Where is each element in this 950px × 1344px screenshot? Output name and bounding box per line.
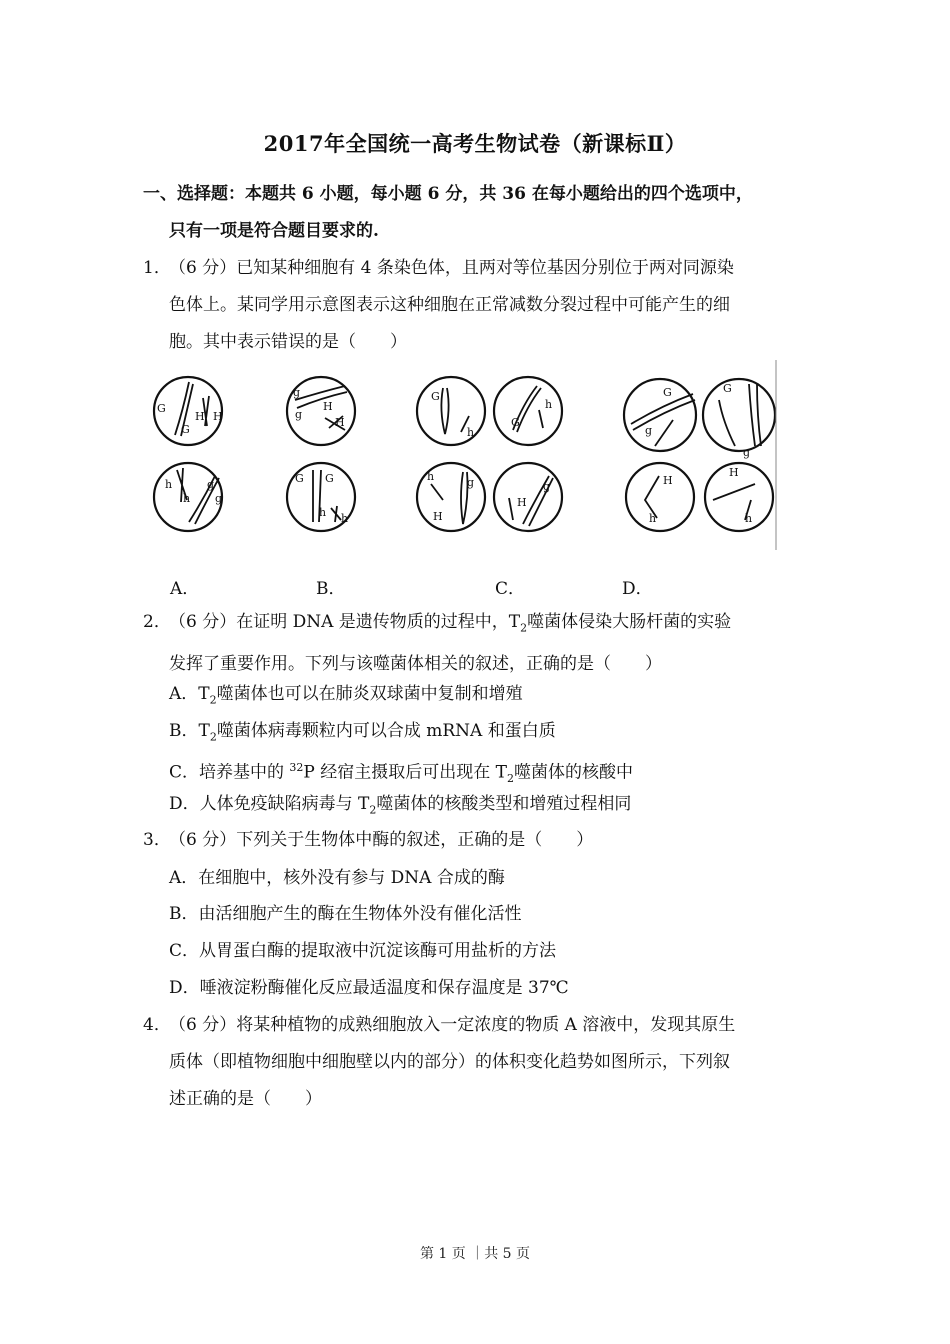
- svg-text:H: H: [517, 496, 527, 509]
- option-a-label[interactable]: A．: [170, 579, 200, 599]
- svg-text:G: G: [723, 382, 732, 395]
- svg-text:G: G: [663, 386, 672, 399]
- question-2-line2: 发挥了重要作用。下列与该噬菌体相关的叙述，正确的是（ ）: [169, 654, 662, 675]
- option-text: A．T: [169, 684, 210, 704]
- section-heading-line1: 一、选择题：本题共 6 小题，每小题 6 分，共 36 在每小题给出的四个选项中，: [143, 184, 753, 204]
- question-number: 2．: [143, 612, 171, 632]
- svg-text:g: g: [543, 480, 551, 493]
- svg-text:H: H: [213, 410, 223, 423]
- superscript: 32: [289, 761, 304, 774]
- option-b-cells: [287, 377, 355, 531]
- option-text: P 经宿主摄取后可出现在 T: [303, 762, 508, 783]
- question-3-option-a[interactable]: A．在细胞中，核外没有参与 DNA 合成的酶: [169, 868, 505, 888]
- option-d-label[interactable]: D．: [622, 579, 653, 599]
- option-text: B．T: [169, 721, 210, 741]
- cell-division-figure: [145, 360, 777, 550]
- question-2-option-a[interactable]: [169, 682, 523, 712]
- svg-text:H: H: [433, 510, 443, 523]
- option-b-label[interactable]: B．: [316, 579, 346, 599]
- option-c-cells: [417, 377, 562, 531]
- svg-text:H: H: [663, 474, 673, 487]
- svg-text:h: h: [341, 512, 349, 525]
- page-title: 2017年全国统一高考生物试卷（新课标Ⅱ）: [263, 131, 687, 156]
- svg-text:H: H: [335, 416, 345, 429]
- svg-text:h: h: [745, 512, 753, 525]
- svg-text:g: g: [467, 476, 475, 489]
- question-2-option-c[interactable]: [169, 756, 633, 791]
- option-c-label[interactable]: C．: [495, 579, 526, 599]
- question-number: 3．: [143, 830, 171, 850]
- svg-text:g: g: [743, 446, 751, 459]
- question-2: [143, 604, 811, 683]
- section-heading-line2: 只有一项是符合题目要求的.: [169, 221, 379, 241]
- svg-text:g: g: [645, 424, 653, 437]
- svg-text:g: g: [293, 386, 301, 399]
- question-1: [143, 250, 811, 361]
- option-a-cells: [154, 377, 223, 531]
- question-3-stem: （6 分）下列关于生物体中酶的叙述，正确的是（ ）: [169, 830, 594, 850]
- svg-text:G: G: [157, 402, 166, 415]
- svg-text:h: h: [467, 426, 475, 439]
- option-text: 噬菌体的核酸中: [514, 762, 634, 783]
- option-text: C．培养基中的: [169, 762, 290, 783]
- subscript: 2: [209, 693, 217, 707]
- question-2-line1b: 噬菌体侵染大肠杆菌的实验: [527, 612, 732, 632]
- option-text: D．人体免疫缺陷病毒与 T: [169, 794, 370, 814]
- question-number: 4．: [143, 1015, 171, 1035]
- question-3: [143, 822, 811, 859]
- svg-text:g: g: [207, 478, 215, 491]
- svg-text:h: h: [319, 506, 327, 519]
- subscript: 2: [209, 730, 217, 744]
- question-4: [143, 1007, 811, 1118]
- option-d-cells: [624, 379, 775, 531]
- svg-text:G: G: [181, 423, 190, 436]
- svg-text:h: h: [183, 492, 191, 505]
- subscript: 2: [507, 772, 515, 786]
- option-text: 噬菌体病毒颗粒内可以合成 mRNA 和蛋白质: [216, 721, 556, 741]
- svg-text:h: h: [165, 478, 173, 491]
- section-heading: [143, 176, 813, 250]
- svg-text:H: H: [195, 410, 205, 423]
- svg-text:g: g: [295, 408, 303, 421]
- question-1-line2: 色体上。某同学用示意图表示这种细胞在正常减数分裂过程中可能产生的细: [169, 295, 730, 315]
- question-2-option-d[interactable]: [169, 792, 631, 822]
- question-3-option-b[interactable]: B．由活细胞产生的酶在生物体外没有催化活性: [169, 904, 522, 924]
- question-2-line1a: （6 分）在证明 DNA 是遗传物质的过程中，T: [169, 612, 521, 632]
- svg-text:g: g: [215, 492, 223, 505]
- svg-text:h: h: [545, 398, 553, 411]
- svg-text:G: G: [325, 472, 334, 485]
- svg-text:G: G: [431, 390, 440, 403]
- option-text: 噬菌体也可以在肺炎双球菌中复制和增殖: [216, 684, 523, 704]
- svg-text:H: H: [323, 400, 333, 413]
- svg-text:G: G: [511, 416, 520, 429]
- question-4-line1: （6 分）将某种植物的成熟细胞放入一定浓度的物质 A 溶液中，发现其原生: [169, 1015, 736, 1035]
- svg-text:H: H: [729, 466, 739, 479]
- question-number: 1．: [143, 258, 171, 278]
- question-2-option-b[interactable]: [169, 719, 556, 749]
- question-4-line2: 质体（即植物细胞中细胞壁以内的部分）的体积变化趋势如图所示，下列叙: [169, 1052, 730, 1072]
- subscript: 2: [369, 803, 377, 817]
- question-3-option-d[interactable]: D．唾液淀粉酶催化反应最适温度和保存温度是 37℃: [169, 978, 569, 998]
- subscript: 2: [520, 621, 528, 635]
- svg-text:G: G: [295, 472, 304, 485]
- page-footer: 第 1 页 ｜共 5 页: [419, 1246, 531, 1262]
- option-text: 噬菌体的核酸类型和增殖过程相同: [376, 794, 632, 814]
- svg-text:h: h: [649, 512, 657, 525]
- question-4-line3: 述正确的是（ ）: [169, 1089, 322, 1109]
- question-1-line1: （6 分）已知某种细胞有 4 条染色体，且两对等位基因分别位于两对同源染: [169, 258, 734, 278]
- question-3-option-c[interactable]: C．从胃蛋白酶的提取液中沉淀该酶可用盐析的方法: [169, 941, 557, 961]
- question-1-line3: 胞。其中表示错误的是（ ）: [169, 332, 407, 352]
- svg-text:h: h: [427, 470, 435, 483]
